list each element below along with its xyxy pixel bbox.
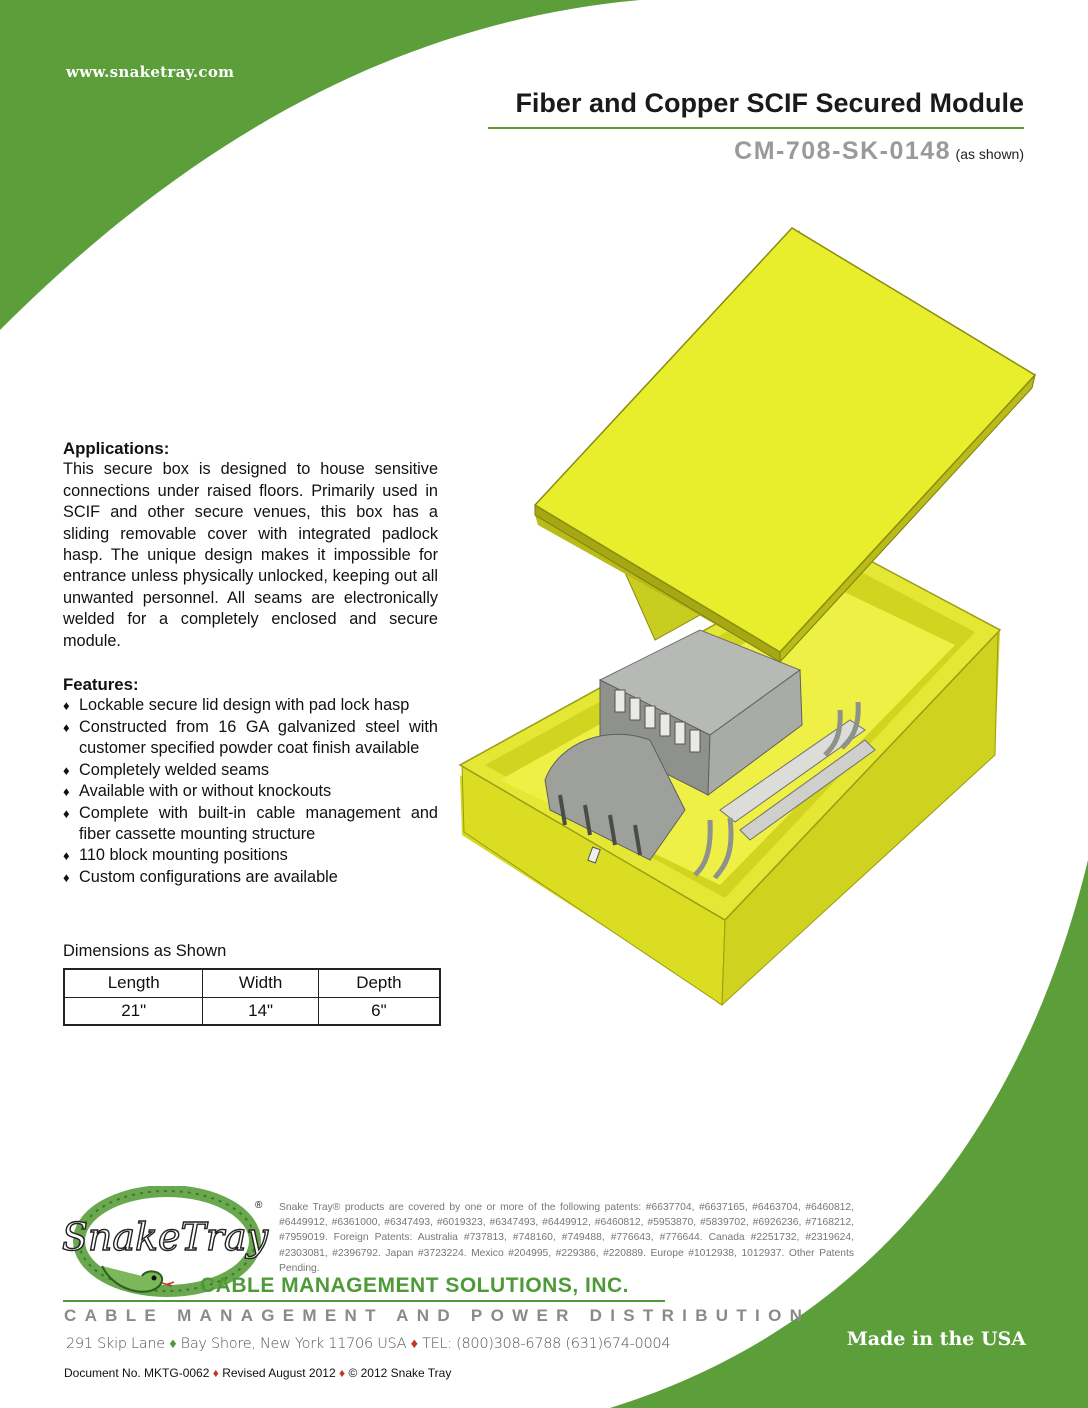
patent-notice: Snake Tray® products are covered by one or more of the following patents: #6637704, #6637165, #6463704, #6460812, #6449912, #6361000, #6347493, #6019323, #6347493, #6449912, #6460812, #5953870, #5839702, #6926236, #7168212, #7959019. Foreign Patents: Australia #737813, #748160, #749488, #776643, #776644. Canada #2251732, #2319624, #2303081, #2396792. Japan #3723224. Mexico #204995, #229386, #220889. Europe #1012938, 1012937. Other Patents Pending. xyxy=(279,1202,854,1274)
address-city: Bay Shore, New York 11706 USA xyxy=(180,1336,407,1352)
feature-item: ♦ Available with or without knockouts xyxy=(63,781,438,802)
value-width: 14" xyxy=(203,997,318,1025)
diamond-separator-icon: ♦ xyxy=(338,1366,346,1380)
diamond-separator-icon: ♦ xyxy=(212,1366,219,1380)
document-number: Document No. MKTG-0062 xyxy=(64,1366,210,1380)
diamond-bullet-icon: ♦ xyxy=(63,848,70,864)
company-address xyxy=(66,1336,670,1352)
document-revised: Revised August 2012 xyxy=(222,1366,336,1380)
diamond-separator-icon: ♦ xyxy=(169,1336,177,1352)
features-list xyxy=(63,695,438,888)
document-info xyxy=(64,1366,451,1380)
value-length: 21" xyxy=(64,997,203,1025)
lid-top xyxy=(535,228,1035,652)
diamond-bullet-icon: ♦ xyxy=(63,805,70,821)
header-length: Length xyxy=(64,969,203,997)
description-column xyxy=(63,438,438,888)
website-url[interactable]: www.snaketray.com xyxy=(66,63,235,81)
model-code: CM-708-SK-0148 xyxy=(734,137,952,165)
feature-item: ♦ Constructed from 16 GA galvanized steel with customer specified powder coat finish available xyxy=(63,717,438,758)
address-street: 291 Skip Lane xyxy=(66,1336,165,1352)
title-divider xyxy=(488,127,1024,129)
features-heading: Features: xyxy=(63,675,139,695)
product-illustration xyxy=(450,220,1060,1020)
document-copyright: © 2012 Snake Tray xyxy=(348,1366,452,1380)
feature-item: ♦ Complete with built-in cable management and fiber cassette mounting structure xyxy=(63,803,438,843)
feature-item: ♦ Lockable secure lid design with pad lock hasp xyxy=(63,695,438,716)
dimensions-heading: Dimensions as Shown xyxy=(63,942,227,960)
model-note: (as shown) xyxy=(955,146,1024,162)
logo-wordmark: SnakeTray xyxy=(62,1215,269,1259)
diamond-separator-icon: ♦ xyxy=(410,1336,418,1352)
applications-heading: Applications: xyxy=(63,439,170,458)
features-section xyxy=(63,674,438,888)
company-name: CABLE MANAGEMENT SOLUTIONS, INC. xyxy=(200,1274,629,1297)
diamond-bullet-icon: ♦ xyxy=(63,869,70,885)
diamond-bullet-icon: ♦ xyxy=(63,784,70,800)
value-depth: 6" xyxy=(318,997,440,1025)
diamond-bullet-icon: ♦ xyxy=(63,762,70,778)
address-phone: TEL: (800)308-6788 (631)674-0004 xyxy=(422,1336,671,1352)
company-divider xyxy=(63,1300,665,1302)
table-header-row xyxy=(64,969,440,997)
made-in-usa: Made in the USA xyxy=(846,1328,1026,1350)
dimensions-table xyxy=(63,968,441,1026)
diamond-bullet-icon: ♦ xyxy=(63,719,70,735)
feature-item: ♦ Completely welded seams xyxy=(63,760,438,781)
feature-item: ♦ 110 block mounting positions xyxy=(63,845,438,866)
applications-text: This secure box is designed to house sensitive connections under raised floors. Primarily used in SCIF and other secure venues, this box has a sliding removable cover with integrated padlock hasp. The unique design makes it impossible for entrance unless physically unlocked, keeping out all unwanted personnel. All seams are electronically welded for a completely enclosed and secure module. xyxy=(63,460,438,650)
header-width: Width xyxy=(203,969,318,997)
table-row xyxy=(64,997,440,1025)
header-depth: Depth xyxy=(318,969,440,997)
registered-mark: ® xyxy=(255,1200,263,1211)
diamond-bullet-icon: ♦ xyxy=(63,698,70,714)
model-number xyxy=(734,137,1024,166)
feature-item: ♦ Custom configurations are available xyxy=(63,867,438,888)
company-tagline: CABLE MANAGEMENT AND POWER DISTRIBUTION xyxy=(64,1306,811,1325)
page-title: Fiber and Copper SCIF Secured Module xyxy=(515,88,1024,118)
